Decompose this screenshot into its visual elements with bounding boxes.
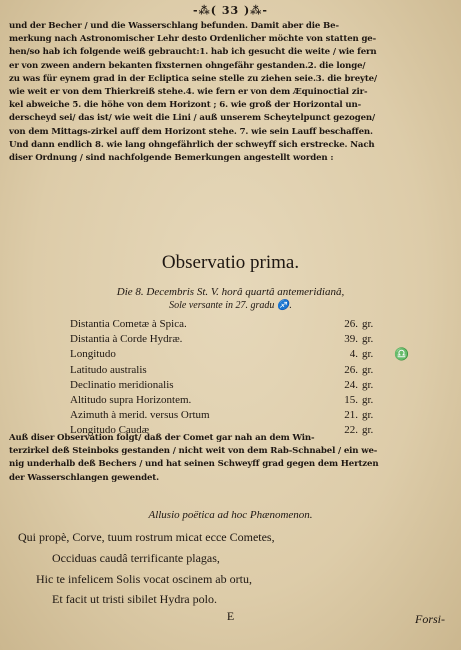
observation-unit: gr. <box>362 318 374 330</box>
text-line: zu was für eynem grad in der Ecliptica seine stelle zu ziehen seie.3. die breyte/ <box>9 73 377 84</box>
observation-unit: gr. <box>362 409 374 422</box>
observation-unit: gr. <box>362 333 374 346</box>
observation-unit: gr. <box>362 348 374 361</box>
verse-line: Et facit ut tristi sibilet Hydra polo. <box>52 592 217 606</box>
verse-line: Occiduas caudâ terrificante plagas, <box>52 551 220 565</box>
observation-unit: gr. <box>362 378 374 391</box>
observation-value: 26. <box>344 363 358 376</box>
section-title: Observatio prima. <box>161 252 300 273</box>
observation-label: Longitudo <box>70 348 116 361</box>
text-line: Auß diser Observation folgt/ daß der Comet gar nah an dem Win- <box>9 433 315 443</box>
observation-value: 22. <box>344 424 358 437</box>
observation-label: Longitudo Caudæ <box>70 424 150 437</box>
observation-row <box>70 364 450 379</box>
observation-value: 4. <box>349 348 358 361</box>
observation-unit: gr. <box>362 424 374 437</box>
observation-row <box>70 379 450 394</box>
text-line: und der Becher / und die Wasserschlang befunden. Damit aber die Be- <box>9 21 339 31</box>
text-line: der Wasserschlangen gewendet. <box>9 472 159 483</box>
observation-label: Distantia Cometæ à Spica. <box>70 318 187 330</box>
observation-row <box>70 333 450 348</box>
verse-line: Hic te infelicem Solis vocat oscinem ab ortu, <box>36 572 252 586</box>
text-line: wie weit er von dem Thierkreiß stehe.4. wie fern er von dem Æquinoctial zir- <box>9 87 368 98</box>
observation-value: 15. <box>344 393 358 406</box>
text-line: er von zween andern bekanten fixsternen ohngefähr gestanden.2. die longe/ <box>9 60 366 71</box>
verse-line: Qui propè, Corve, tuum rostrum micat ecce Cometes, <box>18 530 275 544</box>
text-line: diser Ordnung / sind nachfolgende Bemerkungen angestellt worden : <box>9 153 334 164</box>
observation-value: 21. <box>344 409 358 422</box>
observation-table <box>70 318 450 440</box>
text-line: kel abweiche 5. die höhe von dem Horizont ; 6. wie groß der Horizontal un- <box>9 100 361 111</box>
paragraph-methodology <box>9 20 455 165</box>
observation-label: Latitudo australis <box>70 363 147 376</box>
observation-row <box>70 348 450 363</box>
observation-value: 39. <box>344 333 358 346</box>
text-line: merkung nach Astronomischer Lehr desto Ordenlicher möchte von statten ge- <box>9 34 377 45</box>
verse-title: Allusio poëtica ad hoc Phænomenon. <box>148 509 313 521</box>
observation-label: Azimuth à merid. versus Ortum <box>70 409 210 422</box>
observation-label: Altitudo supra Horizontem. <box>70 393 192 406</box>
catchword: Forsi- <box>415 612 445 626</box>
page-number-header: -⁂( 33 )⁂- <box>192 4 268 17</box>
text-line: derscheyd sei/ das ist/ wie weit die Lini / auß unserem Scheytelpunct gezogen/ <box>9 113 376 124</box>
observation-value: 24. <box>344 378 358 391</box>
observation-label: Declinatio meridionalis <box>70 378 174 391</box>
observation-date: Die 8. Decembris St. V. horâ quartâ antemeridianâ, <box>116 286 345 298</box>
observation-value: 26. <box>344 318 358 330</box>
paragraph-conclusion <box>9 432 455 485</box>
observation-sun-position: Sole versante in 27. gradu ♐. <box>169 300 292 311</box>
libra-sign-icon: ♎ <box>394 347 409 362</box>
observation-unit: gr. <box>362 393 374 406</box>
observation-label: Distantia à Corde Hydræ. <box>70 333 183 346</box>
observation-row <box>70 318 450 333</box>
text-line: hen/so hab ich folgende weiß gebraucht:1. hab ich gesucht die weite / wie fern <box>9 47 377 58</box>
text-line: Und dann endlich 8. wie lang ohngefährlich der schweyff sich erstrecke. Nach <box>9 139 375 150</box>
observation-unit: gr. <box>362 363 374 376</box>
observation-row <box>70 394 450 409</box>
text-line: terzirkel deß Steinboks gestanden / nicht weit von dem Rab-Schnabel / ein we- <box>9 446 378 457</box>
observation-row <box>70 409 450 424</box>
text-line: von dem Mittags-zirkel auff dem Horizont stehe. 7. wie sein Lauff beschaffen. <box>9 126 373 137</box>
text-line: nig underhalb deß Bechers / und hat seinen Schweyff grad gegen dem Hertzen <box>9 459 379 470</box>
signature-mark: E <box>226 609 235 623</box>
